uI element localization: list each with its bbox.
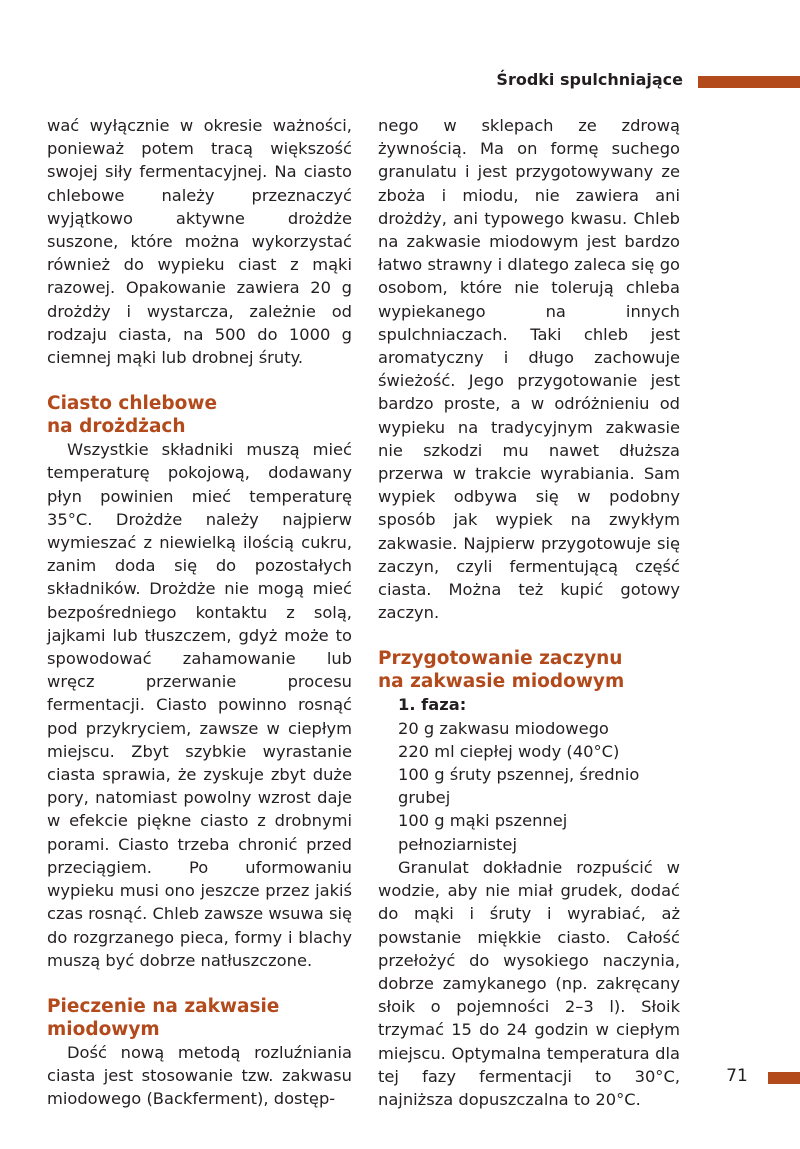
right-intro-paragraph: nego w sklepach ze zdrową żywnością. Ma on formę suchego granulatu i jest przygotowywany ze zboża i miodu, nie zawiera ani drożdży, ani typowego kwasu. Chleb na zakwasie miodowym jest bardzo łatwo strawny i dlatego zaleca się go osobom, które nie tolerują chleba wypiekanego na innych spulchniaczach. Taki chleb jest aromatyczny i długo zachowuje świeżość. Jego przygotowanie jest bardzo proste, a w odróżnieniu od wypieku na tradycyjnym zakwasie nie szkodzi mu nawet dłuższa przerwa w trakcie wyrabiania. Sam wypiek odbywa się w podobny sposób jak wypiek na zwykłym zakwasie. Najpierw przygotowuje się zaczyn, czyli fermentującą część ciasta. Można też kupić gotowy zaczyn. bbox=[378, 116, 680, 623]
heading-line-2: na zakwasie miodowym bbox=[378, 671, 625, 693]
section-paragraph-pieczenie: Dość nową metodą rozluźniania ciasta jest stosowanie tzw. zakwasu miodowego (Backferment), dostęp- bbox=[47, 1042, 352, 1109]
ingredient-item: 220 ml ciepłej wody (40°C) bbox=[398, 741, 620, 761]
heading-line-1: Ciasto chlebowe bbox=[47, 393, 218, 415]
section-paragraph-ciasto-chlebowe: Wszystkie składniki muszą mieć temperaturę pokojową, dodawany płyn powinien mieć temperaturę 35°C. Drożdże należy najpierw wymieszać z niewielką ilością cukru, zanim doda się do pozostałych składników. Drożdże nie mogą mieć bezpośredniego kontaktu z solą, jajkami lub tłuszczem, gdyż może to spowodować zahamowanie lub wręcz przerwanie procesu fermentacji. Ciasto powinno rosnąć pod przykryciem, zawsze w ciepłym miejscu. Zbyt szybkie wyrastanie ciasta sprawia, że zyskuje zbyt duże pory, natomiast powolny wzrost daje w efekcie piękne ciasto z drobnymi porami. Ciasto trzeba chronić przed przeciągiem. Po uformowaniu wypieku musi ono jeszcze przez jakiś czas rosnąć. Chleb zawsze wsuwa się do rozgrzanego pieca, formy i blachy muszą być dobrze natłuszczone. bbox=[47, 440, 352, 970]
section-paragraph-zaczyn: Granulat dokładnie rozpuścić w wodzie, aby nie miał grudek, dodać do mąki i śruty i wyrabiać, aż powstanie miękkie ciasto. Całość przełożyć do wysokiego naczynia, dobrze zamykanego (np. zakręcany słoik o pojemności 2–3 l). Słoik trzymać 15 do 24 godzin w ciepłym miejscu. Optymalna temperatura dla tej fazy fermentacji to 30°C, najniższa dopuszczalna to 20°C. bbox=[378, 857, 680, 1109]
footer-accent-bar bbox=[768, 1072, 800, 1084]
ingredient-item: 20 g zakwasu miodowego bbox=[398, 718, 609, 738]
heading-line-1: Przygotowanie zaczynu bbox=[378, 648, 623, 670]
section-heading-ciasto-chlebowe bbox=[47, 392, 352, 438]
page-number: 71 bbox=[726, 1066, 748, 1086]
left-column bbox=[47, 114, 352, 1111]
heading-line-2: miodowym bbox=[47, 1018, 160, 1040]
ingredient-item: 100 g śruty pszennej, średnio grubej bbox=[398, 765, 640, 808]
section-heading-przygotowanie-zaczynu bbox=[378, 647, 680, 693]
header-accent-bar bbox=[698, 76, 800, 88]
left-intro-paragraph: wać wyłącznie w okresie ważności, ponieważ potem tracą większość swojej siły fermentacyjnej. Na ciasto chlebowe należy przeznaczyć wyjątkowo aktywne drożdże suszone, które można wykorzystać również do wypieku ciast z mąki razowej. Opakowanie zawiera 20 g drożdży i wystarcza, zależnie od rodzaju ciasta, na 500 do 1000 g ciemnej mąki lub drobnej śruty. bbox=[47, 116, 352, 368]
heading-line-1: Pieczenie na zakwasie bbox=[47, 995, 280, 1017]
right-column bbox=[378, 114, 680, 1111]
phase-label: 1. faza: bbox=[398, 695, 467, 715]
ingredient-item: 100 g mąki pszennej pełnoziarnistej bbox=[398, 811, 568, 854]
heading-line-2: na drożdżach bbox=[47, 416, 186, 438]
running-header-title: Środki spulchniające bbox=[496, 70, 683, 89]
section-heading-pieczenie bbox=[47, 995, 352, 1041]
